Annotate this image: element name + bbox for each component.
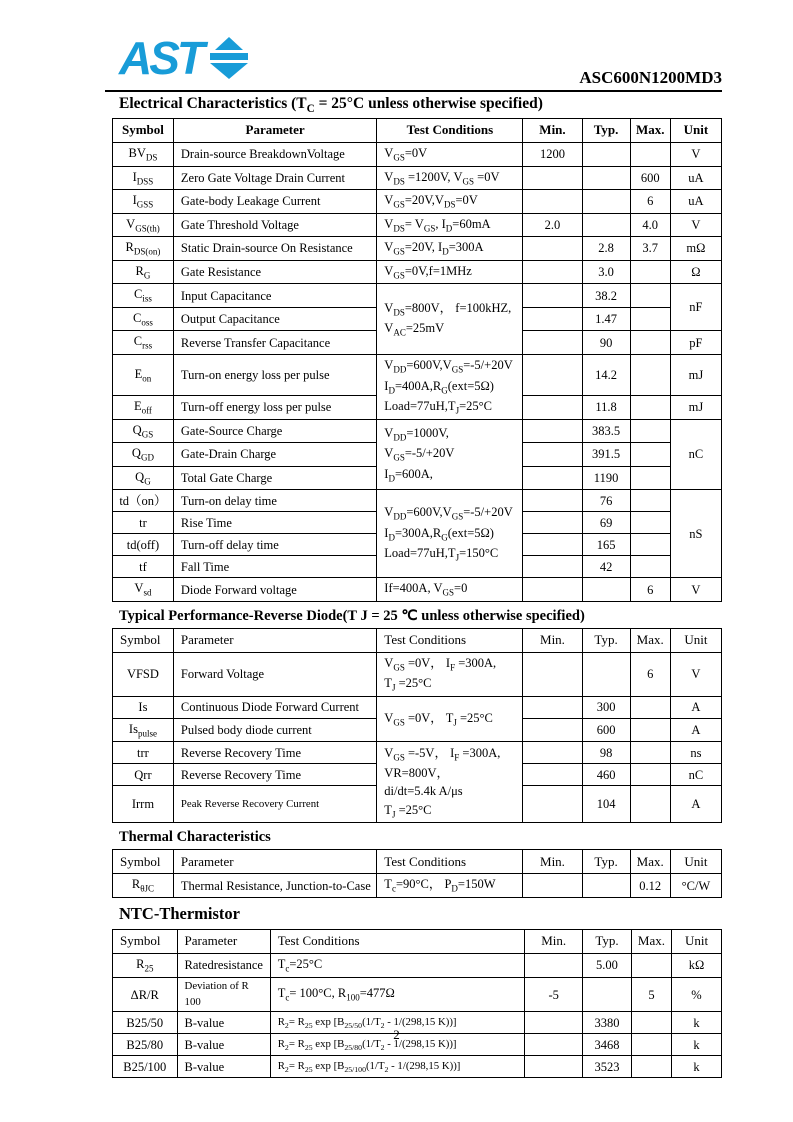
table-cell: B-value <box>177 1012 270 1034</box>
column-header: Unit <box>670 628 721 652</box>
table-cell: $V_{GS} =0V$， $T_J =25^\circ C$ <box>377 696 523 742</box>
table-cell: 3.7 <box>630 237 670 261</box>
page-header <box>105 34 722 88</box>
table-cell: % <box>672 978 722 1012</box>
table-cell <box>630 443 670 467</box>
header-row <box>113 119 722 143</box>
column-header: Test Conditions <box>377 850 523 874</box>
table-cell <box>523 466 582 490</box>
column-header: Parameter <box>177 930 270 954</box>
table-cell <box>582 652 630 696</box>
table-row <box>113 696 722 718</box>
column-header: Symbol <box>113 119 174 143</box>
column-header: Max. <box>631 930 671 954</box>
table-cell: $V_{DS}= V_{GS}$, $I_D=60mA$ <box>377 213 523 237</box>
table-cell: $V_{GS} =-5V$， $I_F =300A$, VR=800V， di/dt=5.4k A/μs $T_J =25^\circ C$ <box>377 742 523 823</box>
table-cell: $T_c=25^\circ C$ <box>270 954 525 978</box>
header-row <box>113 850 722 874</box>
table-cell <box>523 237 582 261</box>
table-row <box>113 954 722 978</box>
table-cell: td（on） <box>113 490 174 512</box>
table-cell <box>630 742 670 764</box>
table-cell <box>523 443 582 467</box>
ast-logo-text: AST <box>119 32 202 84</box>
table-cell: $V_{GS}=0V$ <box>377 143 523 167</box>
table-cell: kΩ <box>672 954 722 978</box>
table-cell: $R_{\theta JC}$ <box>113 874 174 898</box>
table-cell: $R_G$ <box>113 260 174 284</box>
section-title-thermal: Thermal Characteristics <box>119 829 271 846</box>
table-row <box>113 213 722 237</box>
table-cell <box>631 954 671 978</box>
table-cell <box>523 396 582 420</box>
table-cell: Static Drain-source On Resistance <box>173 237 376 261</box>
column-header: Typ. <box>582 628 630 652</box>
table-cell: $T_c=90^\circ C$， $P_D=150W$ <box>377 874 523 898</box>
table-cell: k <box>672 1034 722 1056</box>
table-cell <box>523 419 582 443</box>
column-header: Min. <box>523 119 582 143</box>
table-cell <box>630 718 670 742</box>
column-header: Parameter <box>173 628 376 652</box>
logo-bar <box>210 53 248 60</box>
table-cell: 0.12 <box>630 874 670 898</box>
table-cell: 383.5 <box>582 419 630 443</box>
table-cell: uA <box>670 190 721 214</box>
table-cell: Turn-on energy loss per pulse <box>173 355 376 396</box>
table-cell <box>523 284 582 308</box>
table-cell: $V_{DS}=800V$， f=100kHZ, $V_{AC}=25mV$ <box>377 284 523 355</box>
table-cell: Gate Resistance <box>173 260 376 284</box>
table-cell: $V_{GS}=0V,f=1MHz$ <box>377 260 523 284</box>
table-cell <box>582 166 630 190</box>
table-row <box>113 355 722 396</box>
table-cell: $V_{GS}=20V$, $I_D=300A$ <box>377 237 523 261</box>
table-cell <box>523 355 582 396</box>
table-cell: Turn-on delay time <box>173 490 376 512</box>
table-cell: 391.5 <box>582 443 630 467</box>
column-header: Parameter <box>173 119 376 143</box>
table-cell <box>582 874 630 898</box>
table-reverse <box>112 628 722 824</box>
table-cell <box>523 742 582 764</box>
table-cell: Thermal Resistance, Junction-to-Case <box>173 874 376 898</box>
table-cell: 69 <box>582 512 630 534</box>
table-cell <box>583 978 632 1012</box>
table-cell: ns <box>670 742 721 764</box>
table-cell <box>523 578 582 602</box>
table-cell: $I_{DSS}$ <box>113 166 174 190</box>
table-cell: $R_2= R_{25}$ $\exp [B_{25/80}(1/T_2 - 1/(298,15$ K))] <box>270 1034 525 1056</box>
table-cell <box>630 512 670 534</box>
column-header: Max. <box>630 850 670 874</box>
table-cell: $R_{25}$ <box>113 954 178 978</box>
table-cell: Pulsed body diode current <box>173 718 376 742</box>
table-cell: Deviation of R 100 <box>177 978 270 1012</box>
table-cell: tr <box>113 512 174 534</box>
table-cell: 300 <box>582 696 630 718</box>
table-cell: mΩ <box>670 237 721 261</box>
table-cell <box>523 874 582 898</box>
table-cell <box>523 190 582 214</box>
column-header: Typ. <box>583 930 632 954</box>
section-title-ntc: NTC-Thermistor <box>119 904 240 924</box>
table-cell: $E_{on}$ <box>113 355 174 396</box>
table-cell <box>630 143 670 167</box>
table-cell: $BV_{DS}$ <box>113 143 174 167</box>
table-electrical <box>112 118 722 602</box>
table-cell <box>630 490 670 512</box>
table-cell: 2.8 <box>582 237 630 261</box>
table-cell: pF <box>670 331 721 355</box>
table-cell <box>630 696 670 718</box>
table-cell: mJ <box>670 355 721 396</box>
table-cell <box>630 556 670 578</box>
table-cell: A <box>670 696 721 718</box>
table-cell: Fall Time <box>173 556 376 578</box>
table-cell: nC <box>670 419 721 490</box>
table-cell: V <box>670 143 721 167</box>
column-header: Test Conditions <box>377 119 523 143</box>
table-cell: 165 <box>582 534 630 556</box>
table-row <box>113 742 722 764</box>
header-row <box>113 628 722 652</box>
table-cell <box>630 284 670 308</box>
table-cell: $E_{off}$ <box>113 396 174 420</box>
ast-logo-diamond-icon <box>210 37 248 79</box>
table-cell <box>631 1056 671 1078</box>
column-header: Symbol <box>113 850 174 874</box>
column-header: Max. <box>630 628 670 652</box>
table-cell: 1.47 <box>582 307 630 331</box>
section-title-electrical: Electrical Characteristics ($T_C = 25^\circ C$ unless otherwise specified) <box>119 95 543 116</box>
table-cell: Reverse Recovery Time <box>173 742 376 764</box>
table-cell: $V_{GS(th)}$ <box>113 213 174 237</box>
column-header: Max. <box>630 119 670 143</box>
table-cell <box>582 578 630 602</box>
table-cell: Reverse Transfer Capacitance <box>173 331 376 355</box>
table-cell: Turn-off energy loss per pulse <box>173 396 376 420</box>
table-cell <box>630 764 670 786</box>
table-cell: B-value <box>177 1034 270 1056</box>
table-cell: B25/50 <box>113 1012 178 1034</box>
table-cell: $R_2= R_{25}$ $\exp [B_{25/50}(1/T_2 - 1/(298,15$ K))] <box>270 1012 525 1034</box>
table-cell: Peak Reverse Recovery Current <box>173 786 376 823</box>
table-cell: mJ <box>670 396 721 420</box>
table-cell: 6 <box>630 578 670 602</box>
header-divider <box>105 90 722 92</box>
table-cell: nC <box>670 764 721 786</box>
table-cell: 3.0 <box>582 260 630 284</box>
table-cell: Ω <box>670 260 721 284</box>
table-cell <box>630 260 670 284</box>
table-row <box>113 978 722 1012</box>
column-header: Symbol <box>113 930 178 954</box>
logo-triangle-down <box>210 63 248 79</box>
table-row <box>113 260 722 284</box>
table-cell: $C_{oss}$ <box>113 307 174 331</box>
table-cell: 5 <box>631 978 671 1012</box>
column-header: Min. <box>525 930 583 954</box>
section-title-reverse: Typical Performance-Reverse Diode(T J = 25 ℃ unless otherwise specified) <box>119 607 585 624</box>
table-cell: nF <box>670 284 721 331</box>
table-cell: Is <box>113 696 174 718</box>
table-cell: $V_{GS}=20V,V_{DS}=0V$ <box>377 190 523 214</box>
table-cell: A <box>670 718 721 742</box>
table-cell: $Is_{pulse}$ <box>113 718 174 742</box>
table-cell: 90 <box>582 331 630 355</box>
table-cell: 98 <box>582 742 630 764</box>
table-cell: ΔR/R <box>113 978 178 1012</box>
table-cell <box>523 696 582 718</box>
table-cell: 460 <box>582 764 630 786</box>
table-cell <box>630 396 670 420</box>
table-cell <box>630 419 670 443</box>
table-cell: Total Gate Charge <box>173 466 376 490</box>
datasheet-content <box>112 93 722 1078</box>
table-cell: k <box>672 1012 722 1034</box>
page-number: 2 <box>393 1027 400 1042</box>
column-header: Typ. <box>582 119 630 143</box>
table-cell: 2.0 <box>523 213 582 237</box>
table-cell: If=400A, $V_{GS}=0$ <box>377 578 523 602</box>
table-cell <box>525 1056 583 1078</box>
table-cell <box>630 331 670 355</box>
table-cell: $V_{sd}$ <box>113 578 174 602</box>
table-cell: Gate Threshold Voltage <box>173 213 376 237</box>
table-cell: °C/W <box>670 874 721 898</box>
table-cell: Gate-Source Charge <box>173 419 376 443</box>
column-header: Test Conditions <box>377 628 523 652</box>
table-cell <box>523 786 582 823</box>
table-cell: 5.00 <box>583 954 632 978</box>
table-cell <box>582 213 630 237</box>
table-cell: Rise Time <box>173 512 376 534</box>
table-cell <box>523 512 582 534</box>
table-row <box>113 1056 722 1078</box>
table-cell <box>523 331 582 355</box>
column-header: Test Conditions <box>270 930 525 954</box>
table-cell: Turn-off delay time <box>173 534 376 556</box>
table-cell: V <box>670 213 721 237</box>
table-cell: 1200 <box>523 143 582 167</box>
column-header: Min. <box>523 628 582 652</box>
table-cell: $Q_G$ <box>113 466 174 490</box>
table-cell: -5 <box>525 978 583 1012</box>
table-cell: Continuous Diode Forward Current <box>173 696 376 718</box>
table-cell: $R_2= R_{25}$ $\exp [B_{25/100}(1/T_2 - 1/(298,15$ K))] <box>270 1056 525 1078</box>
table-cell: 4.0 <box>630 213 670 237</box>
table-cell: Input Capacitance <box>173 284 376 308</box>
table-cell <box>523 166 582 190</box>
table-cell <box>630 534 670 556</box>
table-cell <box>523 764 582 786</box>
table-cell <box>523 260 582 284</box>
table-cell: Qrr <box>113 764 174 786</box>
table-cell <box>523 652 582 696</box>
table-cell <box>630 307 670 331</box>
table-row <box>113 190 722 214</box>
column-header: Typ. <box>582 850 630 874</box>
column-header: Unit <box>672 930 722 954</box>
table-row <box>113 166 722 190</box>
table-cell: Reverse Recovery Time <box>173 764 376 786</box>
table-cell <box>523 556 582 578</box>
table-cell: td(off) <box>113 534 174 556</box>
table-cell: 3468 <box>583 1034 632 1056</box>
table-row <box>113 143 722 167</box>
table-cell: 11.8 <box>582 396 630 420</box>
column-header: Unit <box>670 850 721 874</box>
table-cell <box>582 143 630 167</box>
table-cell: $V_{DD}=600V,V_{GS}=-5/+20V$ $I_D=300A,R_G(ext=5\Omega)$ $Load=77uH,T_J=150^\circ C$ <box>377 490 523 578</box>
table-cell: B25/80 <box>113 1034 178 1056</box>
table-cell: Drain-source BreakdownVoltage <box>173 143 376 167</box>
table-cell: $V_{DS} =1200V$, $V_{GS} =0V$ <box>377 166 523 190</box>
table-cell: $V_{DD}=1000V$, $V_{GS}=-5/+20V$ $I_D=600A$, <box>377 419 523 490</box>
column-header: Symbol <box>113 628 174 652</box>
table-cell: 6 <box>630 652 670 696</box>
table-cell: $C_{iss}$ <box>113 284 174 308</box>
column-header: Unit <box>670 119 721 143</box>
table-cell: B25/100 <box>113 1056 178 1078</box>
table-ntc <box>112 929 722 1078</box>
table-cell: 3523 <box>583 1056 632 1078</box>
table-row <box>113 419 722 443</box>
table-cell: tf <box>113 556 174 578</box>
table-thermal <box>112 849 722 898</box>
logo-triangle-up <box>215 37 243 50</box>
table-cell: Ratedresistance <box>177 954 270 978</box>
table-cell: Forward Voltage <box>173 652 376 696</box>
table-cell: 38.2 <box>582 284 630 308</box>
table-cell: 76 <box>582 490 630 512</box>
table-cell: Gate-Drain Charge <box>173 443 376 467</box>
table-cell <box>525 954 583 978</box>
table-cell <box>523 490 582 512</box>
table-cell: 42 <box>582 556 630 578</box>
table-cell: Gate-body Leakage Current <box>173 190 376 214</box>
table-cell: nS <box>670 490 721 578</box>
column-header: Parameter <box>173 850 376 874</box>
table-cell: uA <box>670 166 721 190</box>
table-cell <box>630 355 670 396</box>
ast-logo <box>119 32 248 84</box>
table-cell: $T_c= 100^\circ C$, $R_{100}=477\Omega$ <box>270 978 525 1012</box>
table-cell: 104 <box>582 786 630 823</box>
table-cell: 1190 <box>582 466 630 490</box>
table-cell: 14.2 <box>582 355 630 396</box>
table-cell: Irrm <box>113 786 174 823</box>
table-cell: A <box>670 786 721 823</box>
table-row <box>113 652 722 696</box>
table-row <box>113 490 722 512</box>
table-cell <box>523 307 582 331</box>
product-code: ASC600N1200MD3 <box>579 68 722 87</box>
table-cell: 3380 <box>583 1012 632 1034</box>
table-row <box>113 237 722 261</box>
table-cell: Zero Gate Voltage Drain Current <box>173 166 376 190</box>
table-cell: $V_{GS} =0V$， $I_F =300A$, $T_J =25^\circ C$ <box>377 652 523 696</box>
table-cell: B-value <box>177 1056 270 1078</box>
table-cell: V <box>670 578 721 602</box>
table-cell: 600 <box>630 166 670 190</box>
table-cell: $C_{rss}$ <box>113 331 174 355</box>
table-cell: k <box>672 1056 722 1078</box>
table-row <box>113 874 722 898</box>
table-row <box>113 578 722 602</box>
table-cell <box>630 786 670 823</box>
table-cell <box>523 718 582 742</box>
table-cell: 600 <box>582 718 630 742</box>
table-cell: VFSD <box>113 652 174 696</box>
table-cell: Output Capacitance <box>173 307 376 331</box>
table-cell: $R_{DS(on)}$ <box>113 237 174 261</box>
table-cell: $Q_{GD}$ <box>113 443 174 467</box>
column-header: Min. <box>523 850 582 874</box>
header-row <box>113 930 722 954</box>
table-cell <box>523 534 582 556</box>
table-cell: trr <box>113 742 174 764</box>
table-cell: V <box>670 652 721 696</box>
table-row <box>113 284 722 308</box>
table-cell: $Q_{GS}$ <box>113 419 174 443</box>
table-cell: 6 <box>630 190 670 214</box>
table-cell <box>630 466 670 490</box>
table-cell: $I_{GSS}$ <box>113 190 174 214</box>
table-cell <box>582 190 630 214</box>
table-cell: Diode Forward voltage <box>173 578 376 602</box>
table-cell: $V_{DD}=600V,V_{GS}=-5/+20V$ $I_D=400A,R_G(ext=5\Omega)$ $Load=77uH,T_J=25^\circ C$ <box>377 355 523 420</box>
